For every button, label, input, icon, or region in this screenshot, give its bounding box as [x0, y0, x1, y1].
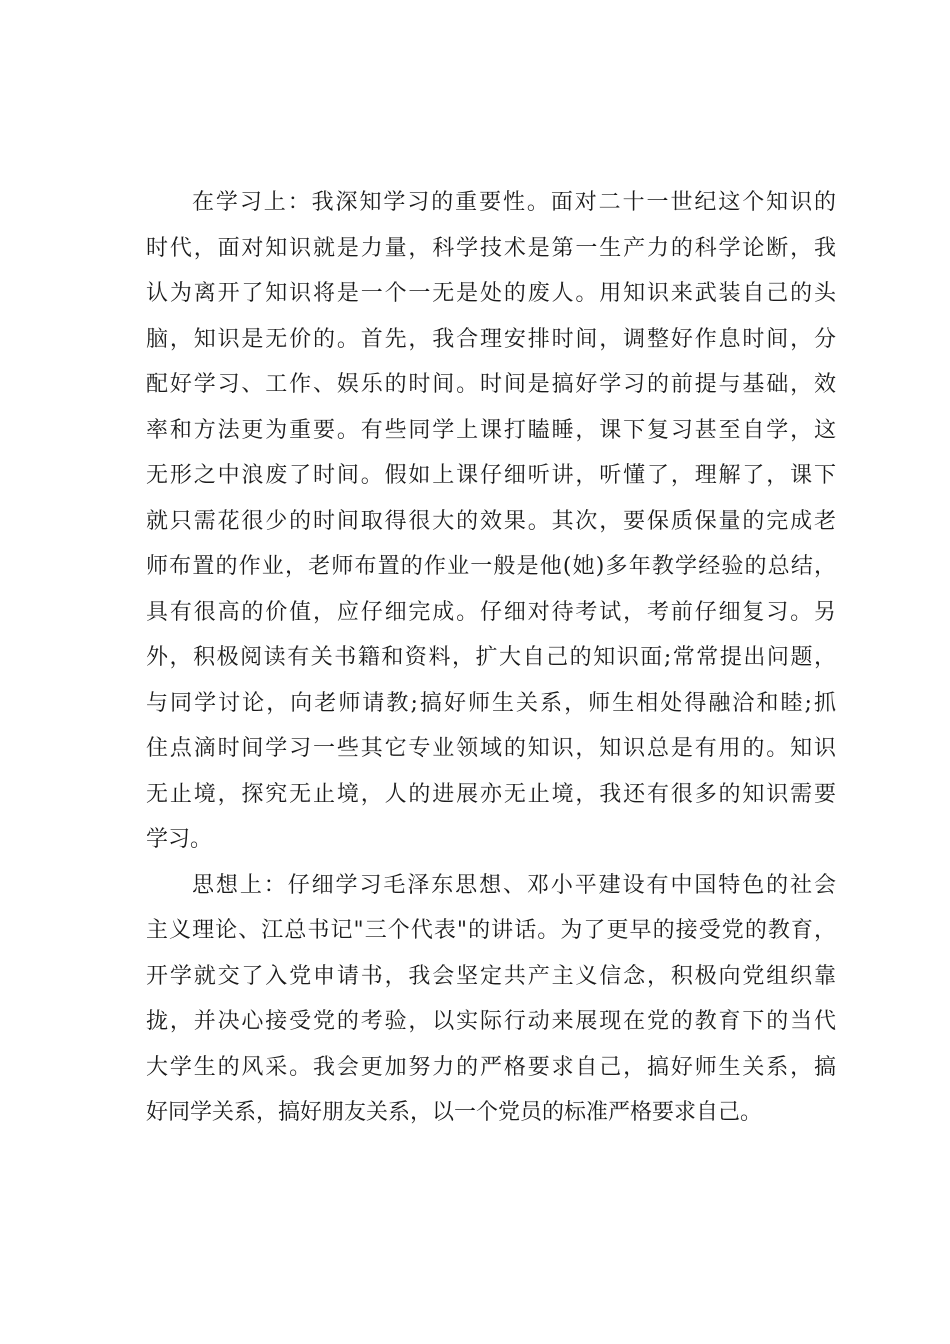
paragraph-line: 就只需花很少的时间取得很大的效果。其次，要保质保量的完成老	[146, 508, 836, 534]
paragraph-line: 大学生的风采。我会更加努力的严格要求自己，搞好师生关系，搞	[146, 1054, 836, 1080]
paragraph-line: 脑，知识是无价的。首先，我合理安排时间，调整好作息时间，分	[146, 326, 836, 352]
document-body	[146, 180, 836, 1136]
paragraph-line: 学习。	[146, 827, 213, 852]
paragraph-line: 主义理论、江总书记"三个代表"的讲话。为了更早的接受党的教育，	[146, 918, 836, 943]
paragraph-line: 在学习上：我深知学习的重要性。面对二十一世纪这个知识的	[192, 190, 836, 215]
paragraph-study	[146, 180, 836, 863]
paragraph-line: 率和方法更为重要。有些同学上课打瞌睡，课下复习甚至自学，这	[146, 417, 836, 443]
paragraph-line: 师布置的作业，老师布置的作业一般是他(她)多年教学经验的总结，	[146, 554, 836, 579]
paragraph-line: 与同学讨论，向老师请教;搞好师生关系，师生相处得融洽和睦;抓	[146, 690, 836, 716]
paragraph-line: 好同学关系，搞好朋友关系，以一个党员的标准严格要求自己。	[146, 1100, 763, 1125]
paragraph-line: 开学就交了入党申请书，我会坚定共产主义信念，积极向党组织靠	[146, 963, 836, 989]
paragraph-line: 无止境，探究无止境，人的进展亦无止境，我还有很多的知识需要	[146, 781, 836, 807]
paragraph-line: 配好学习、工作、娱乐的时间。时间是搞好学习的前提与基础，效	[146, 372, 836, 397]
paragraph-line: 住点滴时间学习一些其它专业领域的知识，知识总是有用的。知识	[146, 736, 836, 761]
paragraph-line: 思想上：仔细学习毛泽东思想、邓小平建设有中国特色的社会	[192, 872, 836, 898]
paragraph-line: 拢，并决心接受党的考验，以实际行动来展现在党的教育下的当代	[146, 1009, 836, 1034]
paragraph-line: 认为离开了知识将是一个一无是处的废人。用知识来武装自己的头	[146, 281, 836, 306]
paragraph-line: 无形之中浪废了时间。假如上课仔细听讲，听懂了，理解了，课下	[146, 463, 836, 488]
paragraph-line: 外，积极阅读有关书籍和资料，扩大自己的知识面;常常提出问题，	[146, 645, 836, 670]
paragraph-thought	[146, 863, 836, 1136]
paragraph-line: 时代，面对知识就是力量，科学技术是第一生产力的科学论断，我	[146, 235, 836, 261]
paragraph-line: 具有很高的价值，应仔细完成。仔细对待考试，考前仔细复习。另	[146, 599, 836, 625]
